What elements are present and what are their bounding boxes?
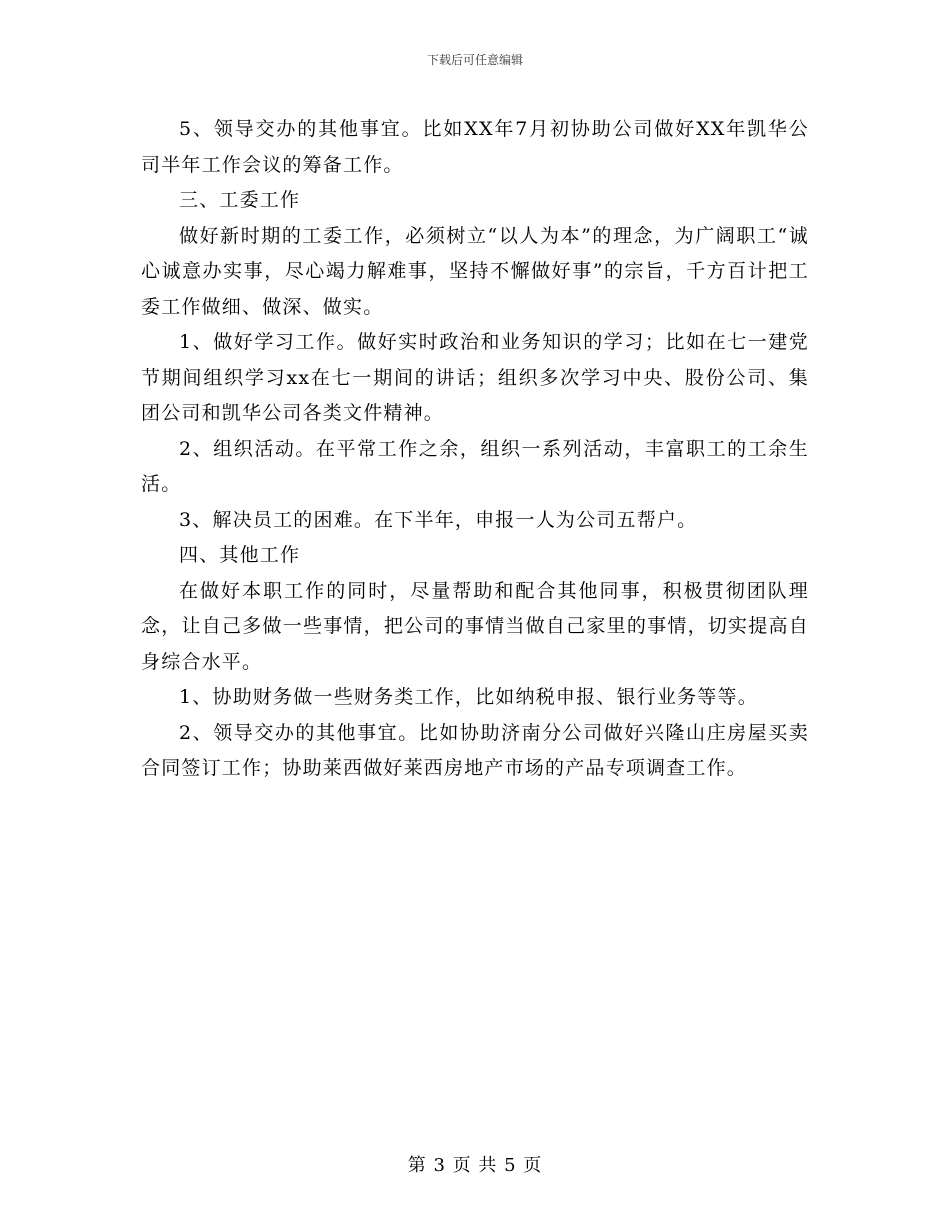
section-heading-union-work: 三、工委工作 — [179, 189, 301, 211]
paragraph-item-5: 5、领导交办的其他事宜。比如XX年7月初协助公司做好XX年凯华公司半年工作会议的筹备工作。 — [141, 118, 809, 176]
section-heading-other-work: 四、其他工作 — [179, 544, 301, 566]
paragraph-finance-assist: 1、协助财务做一些财务类工作，比如纳税申报、银行业务等等。 — [179, 686, 758, 708]
paragraph-activities: 2、组织活动。在平常工作之余，组织一系列活动，丰富职工的工余生活。 — [141, 437, 809, 495]
document-body — [141, 112, 809, 787]
paragraph-staff-difficulties: 3、解决员工的困难。在下半年，申报一人为公司五帮户。 — [179, 508, 698, 531]
paragraph-study-work: 1、做好学习工作。做好实时政治和业务知识的学习；比如在七一建党节期间组织学习xx在七一期间的讲话；组织多次学习中央、股份公司、集团公司和凯华公司各类文件精神。 — [141, 331, 809, 424]
paragraph-other-intro: 在做好本职工作的同时，尽量帮助和配合其他同事，积极贯彻团队理念，让自己多做一些事情，把公司的事情当做自己家里的事情，切实提高自身综合水平。 — [141, 579, 809, 673]
page-number-footer: 第 3 页 共 5 页 — [407, 1155, 543, 1176]
paragraph-leader-tasks: 2、领导交办的其他事宜。比如协助济南分公司做好兴隆山庄房屋买卖合同签订工作；协助莱西做好莱西房地产市场的产品专项调查工作。 — [141, 721, 809, 779]
paragraph-union-intro: 做好新时期的工委工作，必须树立“以人为本”的理念，为广阔职工“诚心诚意办实事，尽心竭力解难事，坚持不懈做好事”的宗旨，千方百计把工委工作做细、做深、做实。 — [141, 224, 809, 318]
page-header: 下载后可任意编辑 — [426, 53, 523, 67]
